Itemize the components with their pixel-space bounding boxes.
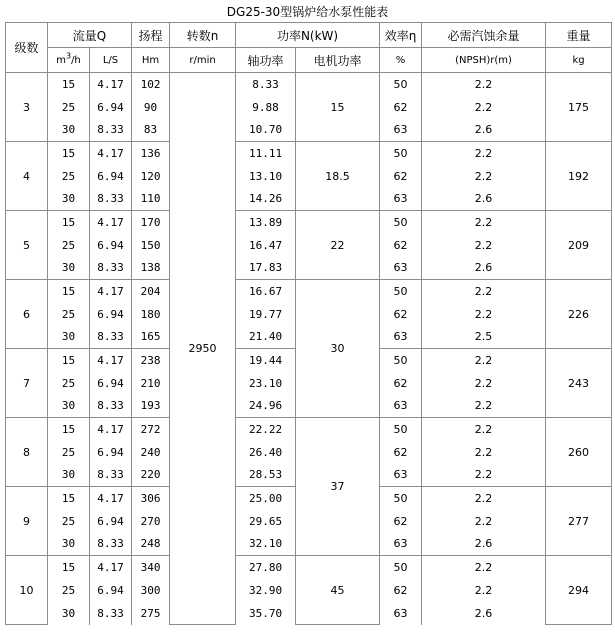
flow-ls-cell: 8.33 <box>90 602 132 625</box>
shaft-power-cell: 17.83 <box>236 257 296 280</box>
head-cell: 248 <box>132 533 170 556</box>
header-npsh: 必需汽蚀余量 <box>422 23 546 48</box>
npsh-cell: 2.6 <box>422 602 546 625</box>
shaft-power-cell: 10.70 <box>236 119 296 142</box>
head-cell: 270 <box>132 510 170 533</box>
motor-power-cell: 15 <box>296 73 380 142</box>
table-title: DG25-30型锅炉给水泵性能表 <box>226 5 389 19</box>
flow-ls-cell: 4.17 <box>90 280 132 303</box>
header-stages: 级数 <box>6 23 48 73</box>
head-cell: 275 <box>132 602 170 625</box>
head-cell: 170 <box>132 211 170 234</box>
shaft-power-cell: 9.88 <box>236 96 296 119</box>
head-cell: 193 <box>132 395 170 418</box>
npsh-cell: 2.2 <box>422 464 546 487</box>
header-head-unit: Hm <box>132 48 170 73</box>
flow-ls-cell: 6.94 <box>90 303 132 326</box>
npsh-cell: 2.6 <box>422 533 546 556</box>
npsh-cell: 2.2 <box>422 556 546 579</box>
flow-ls-cell: 4.17 <box>90 211 132 234</box>
header-flow-unit-ls: L/S <box>90 48 132 73</box>
flow-m3h-cell: 15 <box>48 556 90 579</box>
flow-ls-cell: 8.33 <box>90 533 132 556</box>
shaft-power-cell: 16.47 <box>236 234 296 257</box>
shaft-power-cell: 11.11 <box>236 142 296 165</box>
npsh-cell: 2.6 <box>422 188 546 211</box>
flow-ls-cell: 4.17 <box>90 487 132 510</box>
efficiency-cell: 63 <box>380 533 422 556</box>
efficiency-cell: 63 <box>380 395 422 418</box>
head-cell: 83 <box>132 119 170 142</box>
flow-m3h-cell: 25 <box>48 96 90 119</box>
pump-performance-table <box>5 22 612 625</box>
npsh-cell: 2.2 <box>422 165 546 188</box>
npsh-cell: 2.6 <box>422 257 546 280</box>
flow-m3h-cell: 15 <box>48 349 90 372</box>
efficiency-cell: 50 <box>380 556 422 579</box>
shaft-power-cell: 13.10 <box>236 165 296 188</box>
flow-ls-cell: 8.33 <box>90 395 132 418</box>
header-speed: 转数n <box>170 23 236 48</box>
head-cell: 220 <box>132 464 170 487</box>
efficiency-cell: 50 <box>380 73 422 96</box>
flow-m3h-cell: 30 <box>48 395 90 418</box>
weight-cell: 226 <box>546 280 612 349</box>
weight-cell: 294 <box>546 556 612 625</box>
head-cell: 272 <box>132 418 170 441</box>
flow-ls-cell: 8.33 <box>90 188 132 211</box>
header-npsh-unit: (NPSH)r(m) <box>422 48 546 73</box>
flow-ls-cell: 6.94 <box>90 234 132 257</box>
stage-cell: 8 <box>6 418 48 487</box>
flow-m3h-cell: 25 <box>48 579 90 602</box>
efficiency-cell: 63 <box>380 188 422 211</box>
efficiency-cell: 50 <box>380 211 422 234</box>
efficiency-cell: 62 <box>380 165 422 188</box>
header-speed-unit: r/min <box>170 48 236 73</box>
flow-m3h-cell: 30 <box>48 464 90 487</box>
stage-cell: 4 <box>6 142 48 211</box>
npsh-cell: 2.2 <box>422 142 546 165</box>
table-row <box>6 142 612 165</box>
flow-m3h-cell: 30 <box>48 188 90 211</box>
header-flow-unit-m3h: $m^3/h$ <box>48 48 90 73</box>
motor-power-cell: 45 <box>296 556 380 625</box>
flow-ls-cell: 8.33 <box>90 257 132 280</box>
flow-m3h-cell: 15 <box>48 142 90 165</box>
npsh-cell: 2.2 <box>422 441 546 464</box>
efficiency-cell: 63 <box>380 464 422 487</box>
head-cell: 102 <box>132 73 170 96</box>
efficiency-cell: 50 <box>380 487 422 510</box>
flow-m3h-cell: 15 <box>48 73 90 96</box>
stage-cell: 7 <box>6 349 48 418</box>
motor-power-cell: 30 <box>296 280 380 418</box>
flow-m3h-cell: 15 <box>48 487 90 510</box>
flow-ls-cell: 4.17 <box>90 142 132 165</box>
npsh-cell: 2.2 <box>422 211 546 234</box>
npsh-cell: 2.2 <box>422 418 546 441</box>
efficiency-cell: 50 <box>380 349 422 372</box>
shaft-power-cell: 22.22 <box>236 418 296 441</box>
stage-cell: 6 <box>6 280 48 349</box>
weight-cell: 192 <box>546 142 612 211</box>
npsh-cell: 2.2 <box>422 510 546 533</box>
efficiency-cell: 62 <box>380 234 422 257</box>
shaft-power-cell: 25.00 <box>236 487 296 510</box>
weight-cell: 243 <box>546 349 612 418</box>
efficiency-cell: 63 <box>380 119 422 142</box>
flow-ls-cell: 6.94 <box>90 165 132 188</box>
efficiency-cell: 63 <box>380 257 422 280</box>
header-weight-unit: kg <box>546 48 612 73</box>
shaft-power-cell: 29.65 <box>236 510 296 533</box>
npsh-cell: 2.2 <box>422 579 546 602</box>
shaft-power-cell: 16.67 <box>236 280 296 303</box>
efficiency-cell: 62 <box>380 372 422 395</box>
motor-power-cell: 18.5 <box>296 142 380 211</box>
motor-power-cell: 22 <box>296 211 380 280</box>
table-row <box>6 280 612 303</box>
npsh-cell: 2.2 <box>422 234 546 257</box>
flow-ls-cell: 4.17 <box>90 349 132 372</box>
flow-ls-cell: 8.33 <box>90 119 132 142</box>
flow-m3h-cell: 30 <box>48 326 90 349</box>
head-cell: 204 <box>132 280 170 303</box>
flow-m3h-cell: 15 <box>48 280 90 303</box>
table-body <box>6 73 612 625</box>
npsh-cell: 2.5 <box>422 326 546 349</box>
head-cell: 136 <box>132 142 170 165</box>
flow-m3h-cell: 25 <box>48 510 90 533</box>
npsh-cell: 2.2 <box>422 303 546 326</box>
flow-m3h-cell: 25 <box>48 234 90 257</box>
head-cell: 240 <box>132 441 170 464</box>
head-cell: 150 <box>132 234 170 257</box>
shaft-power-cell: 26.40 <box>236 441 296 464</box>
flow-ls-cell: 8.33 <box>90 326 132 349</box>
flow-m3h-cell: 30 <box>48 119 90 142</box>
flow-m3h-cell: 15 <box>48 211 90 234</box>
flow-m3h-cell: 15 <box>48 418 90 441</box>
motor-power-cell: 37 <box>296 418 380 556</box>
efficiency-cell: 62 <box>380 579 422 602</box>
stage-cell: 9 <box>6 487 48 556</box>
flow-m3h-cell: 25 <box>48 372 90 395</box>
shaft-power-cell: 19.77 <box>236 303 296 326</box>
header-power: 功率N(kW) <box>236 23 380 48</box>
npsh-cell: 2.6 <box>422 119 546 142</box>
flow-m3h-cell: 30 <box>48 257 90 280</box>
efficiency-cell: 62 <box>380 303 422 326</box>
header-efficiency: 效率η <box>380 23 422 48</box>
flow-m3h-cell: 25 <box>48 441 90 464</box>
head-cell: 238 <box>132 349 170 372</box>
shaft-power-cell: 14.26 <box>236 188 296 211</box>
flow-ls-cell: 8.33 <box>90 464 132 487</box>
flow-m3h-cell: 30 <box>48 602 90 625</box>
shaft-power-cell: 28.53 <box>236 464 296 487</box>
npsh-cell: 2.2 <box>422 395 546 418</box>
head-cell: 300 <box>132 579 170 602</box>
weight-cell: 175 <box>546 73 612 142</box>
flow-ls-cell: 6.94 <box>90 441 132 464</box>
flow-ls-cell: 4.17 <box>90 73 132 96</box>
table-row <box>6 211 612 234</box>
stage-cell: 10 <box>6 556 48 625</box>
header-flow: 流量Q <box>48 23 132 48</box>
shaft-power-cell: 21.40 <box>236 326 296 349</box>
table-row <box>6 556 612 579</box>
shaft-power-cell: 27.80 <box>236 556 296 579</box>
shaft-power-cell: 19.44 <box>236 349 296 372</box>
flow-ls-cell: 6.94 <box>90 372 132 395</box>
npsh-cell: 2.2 <box>422 280 546 303</box>
shaft-power-cell: 13.89 <box>236 211 296 234</box>
head-cell: 210 <box>132 372 170 395</box>
head-cell: 138 <box>132 257 170 280</box>
shaft-power-cell: 32.10 <box>236 533 296 556</box>
flow-m3h-cell: 25 <box>48 303 90 326</box>
header-weight: 重量 <box>546 23 612 48</box>
efficiency-cell: 63 <box>380 602 422 625</box>
shaft-power-cell: 24.96 <box>236 395 296 418</box>
efficiency-cell: 62 <box>380 441 422 464</box>
weight-cell: 209 <box>546 211 612 280</box>
weight-cell: 260 <box>546 418 612 487</box>
npsh-cell: 2.2 <box>422 372 546 395</box>
weight-cell: 277 <box>546 487 612 556</box>
flow-ls-cell: 4.17 <box>90 556 132 579</box>
efficiency-cell: 50 <box>380 418 422 441</box>
efficiency-cell: 62 <box>380 96 422 119</box>
header-head: 扬程 <box>132 23 170 48</box>
head-cell: 165 <box>132 326 170 349</box>
flow-m3h-cell: 30 <box>48 533 90 556</box>
head-cell: 180 <box>132 303 170 326</box>
stage-cell: 5 <box>6 211 48 280</box>
header-shaft-power: 轴功率 <box>236 48 296 73</box>
head-cell: 120 <box>132 165 170 188</box>
header-efficiency-unit: % <box>380 48 422 73</box>
npsh-cell: 2.2 <box>422 73 546 96</box>
flow-ls-cell: 6.94 <box>90 579 132 602</box>
flow-ls-cell: 6.94 <box>90 96 132 119</box>
header-motor-power: 电机功率 <box>296 48 380 73</box>
shaft-power-cell: 8.33 <box>236 73 296 96</box>
efficiency-cell: 50 <box>380 280 422 303</box>
speed-cell: 2950 <box>170 73 236 625</box>
shaft-power-cell: 23.10 <box>236 372 296 395</box>
flow-ls-cell: 6.94 <box>90 510 132 533</box>
efficiency-cell: 62 <box>380 510 422 533</box>
shaft-power-cell: 32.90 <box>236 579 296 602</box>
flow-ls-cell: 4.17 <box>90 418 132 441</box>
flow-m3h-cell: 25 <box>48 165 90 188</box>
npsh-cell: 2.2 <box>422 487 546 510</box>
table-row <box>6 73 612 96</box>
head-cell: 90 <box>132 96 170 119</box>
head-cell: 306 <box>132 487 170 510</box>
efficiency-cell: 50 <box>380 142 422 165</box>
npsh-cell: 2.2 <box>422 96 546 119</box>
head-cell: 110 <box>132 188 170 211</box>
table-row <box>6 418 612 441</box>
stage-cell: 3 <box>6 73 48 142</box>
npsh-cell: 2.2 <box>422 349 546 372</box>
head-cell: 340 <box>132 556 170 579</box>
shaft-power-cell: 35.70 <box>236 602 296 625</box>
efficiency-cell: 63 <box>380 326 422 349</box>
